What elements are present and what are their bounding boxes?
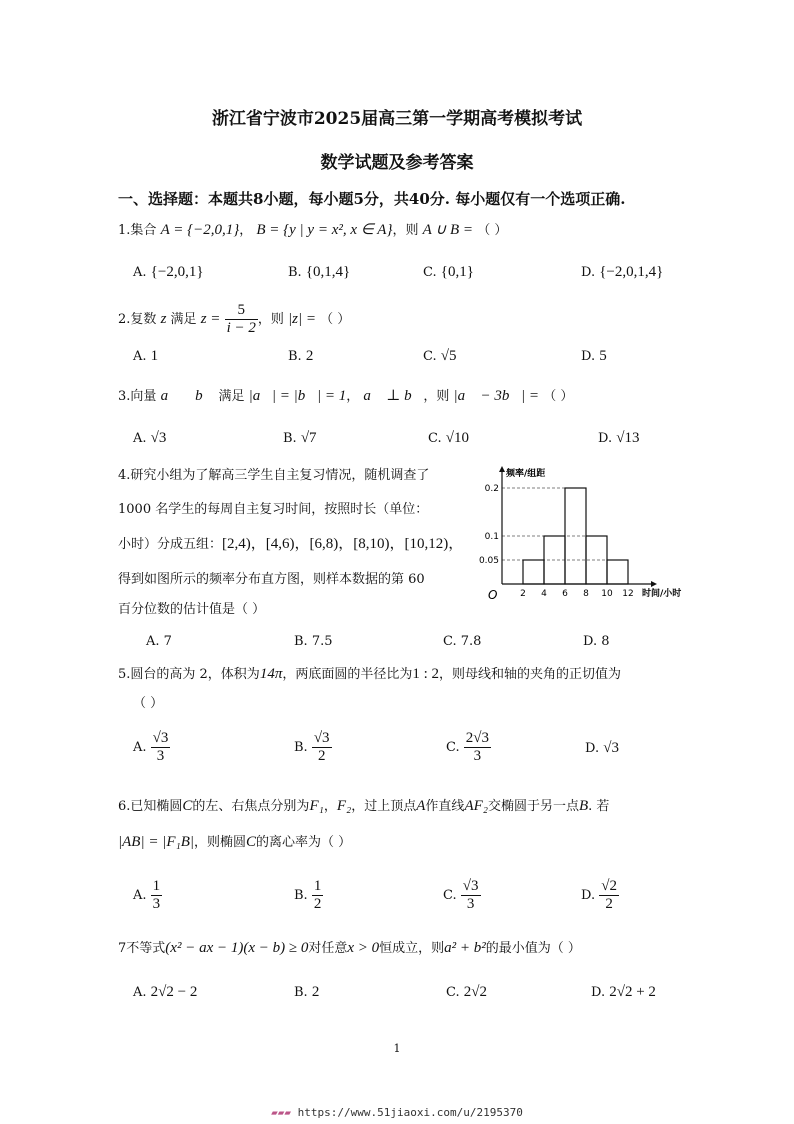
q6-option-a[interactable] <box>133 878 162 913</box>
q2-option-a[interactable] <box>133 348 158 365</box>
q4-line-3-text: 小时）分成五组： <box>118 537 223 552</box>
q2-number: 2. <box>118 312 131 327</box>
q5-option-a[interactable] <box>133 730 170 765</box>
option-fraction <box>312 878 324 913</box>
option-value: √13 <box>616 430 640 446</box>
option-fraction <box>151 730 171 765</box>
option-label: D. <box>581 349 596 364</box>
q6-af2: AF₂ <box>464 798 488 814</box>
option-value: {0,1} <box>440 264 474 280</box>
q5-ratio: 1 : 2 <box>412 666 440 682</box>
q4-line-4: 得到如图所示的频率分布直方图，则样本数据的第 60 <box>118 572 425 587</box>
option-value: 2 <box>305 348 314 364</box>
q2-paren: （ ） <box>320 312 351 327</box>
histogram-y-axis-label: 频率/组距 <box>506 469 546 479</box>
q3-number: 3. <box>118 389 131 404</box>
q1-option-a[interactable] <box>133 264 204 281</box>
option-value: {−2,0,1,4} <box>599 264 664 280</box>
watermark-url[interactable] <box>0 1106 794 1119</box>
q6-a: A <box>416 798 426 814</box>
histogram-y-tick-1: 0.1 <box>484 532 499 542</box>
option-fraction <box>599 878 619 913</box>
q1-paren: （ ） <box>477 223 508 238</box>
q6-b: B <box>579 798 589 814</box>
q4-intervals: [2,4)，[4,6)，[6,8)，[8,10)，[10,12)， <box>222 536 464 552</box>
q6-option-c[interactable] <box>443 878 481 913</box>
option-label: B. <box>294 985 308 1000</box>
option-value: 5 <box>599 348 607 364</box>
option-label: C. <box>443 634 457 649</box>
question-5 <box>118 664 621 685</box>
option-value: 2√2 <box>463 984 487 1000</box>
denominator: 2 <box>605 896 613 912</box>
q4-option-b[interactable] <box>294 634 333 649</box>
q1-sep: ， <box>239 223 253 238</box>
q6-text3: ，过上顶点 <box>351 799 417 814</box>
q5-option-b[interactable] <box>294 730 332 765</box>
option-value: 8 <box>601 634 610 649</box>
histogram-origin-label: O <box>488 588 498 602</box>
option-label: B. <box>294 634 308 649</box>
histogram-x-tick-3: 8 <box>583 589 589 599</box>
denominator: 3 <box>152 896 161 912</box>
q5-option-d[interactable] <box>585 740 619 757</box>
denominator: 3 <box>473 748 482 764</box>
q3-sep: ， <box>346 389 360 404</box>
q3-option-a[interactable] <box>133 430 166 447</box>
q2-fraction <box>225 302 258 337</box>
option-label: B. <box>288 265 302 280</box>
histogram-x-tick-2: 6 <box>562 589 568 599</box>
q3-expr: |a⃗ − 3b⃗| = <box>453 388 540 404</box>
option-label: D. <box>598 431 613 446</box>
histogram-x-axis-label: 时间/小时 <box>642 589 682 599</box>
option-value: √3 <box>150 430 167 446</box>
q2-text: 复数 <box>130 312 157 327</box>
option-value: {−2,0,1} <box>150 264 204 280</box>
frequency-histogram <box>478 462 690 606</box>
q2-abs: |z| = <box>288 311 316 327</box>
option-label: A. <box>133 985 147 1000</box>
histogram-x-tick-5: 12 <box>622 589 634 599</box>
option-label: C. <box>446 985 460 1000</box>
option-label: C. <box>443 888 457 903</box>
question-6-line-2 <box>118 832 351 853</box>
option-label: D. <box>581 265 596 280</box>
q6-text2: 的左、右焦点分别为 <box>192 799 310 814</box>
q1-option-c[interactable] <box>423 264 474 281</box>
histogram-y-tick-2: 0.2 <box>484 484 499 494</box>
q7-option-b[interactable] <box>294 984 319 1001</box>
option-fraction <box>461 878 481 913</box>
q6-text4: 作直线 <box>425 799 465 814</box>
denominator: i − 2 <box>226 320 256 336</box>
question-2 <box>118 302 350 337</box>
histogram-bar-4 <box>607 560 628 584</box>
q7-text2: 对任意 <box>308 941 348 956</box>
histogram-x-tick-0: 2 <box>520 589 526 599</box>
q3-cond2: a⃗ ⊥ b⃗ <box>363 388 424 404</box>
option-label: A. <box>133 349 147 364</box>
q3-option-c[interactable] <box>428 430 469 447</box>
option-label: D. <box>585 741 600 756</box>
q1-number: 1. <box>118 223 131 238</box>
q5-option-c[interactable] <box>446 730 491 765</box>
option-value: √5 <box>440 348 457 364</box>
q7-text1: 不等式 <box>126 941 166 956</box>
q2-text2: 满足 <box>170 312 197 327</box>
q7-text4: 的最小值为（ ） <box>485 941 581 956</box>
page-number: 1 <box>393 1042 401 1055</box>
option-label: A. <box>133 265 147 280</box>
q6-option-b[interactable] <box>294 878 323 913</box>
option-value: {0,1,4} <box>305 264 351 280</box>
watermark-link[interactable]: https://www.51jiaoxi.com/u/2195370 <box>297 1106 523 1119</box>
option-value: 2 <box>311 984 320 1000</box>
option-label: D. <box>583 634 598 649</box>
q2-eq: z = <box>200 311 221 327</box>
option-label: A. <box>146 634 160 649</box>
q3-text2: 满足 <box>218 389 245 404</box>
watermark-logo-icon: ▰▰▰ <box>271 1106 292 1119</box>
q6-comma: ， <box>323 799 337 814</box>
page-title: 浙江省宁波市2025届高三第一学期高考模拟考试 <box>211 109 583 129</box>
q3-cond1: |a⃗| = |b⃗| = 1 <box>248 388 347 404</box>
histogram-x-tick-1: 4 <box>541 589 547 599</box>
q3-then: ，则 <box>423 389 450 404</box>
q7-option-d[interactable] <box>591 984 656 1001</box>
histogram-x-arrow <box>651 581 657 587</box>
q4-line-1: 4.研究小组为了解高三学生自主复习情况，随机调查了 <box>118 468 430 483</box>
numerator: √3 <box>462 878 479 894</box>
option-label: D. <box>581 888 596 903</box>
option-value: 7.8 <box>460 634 482 649</box>
q2-z: z <box>160 311 167 327</box>
numerator: 1 <box>152 878 161 894</box>
q1-option-d[interactable] <box>581 264 663 281</box>
q1-expr: A ∪ B = <box>422 222 474 238</box>
q5-text: 5.圆台的高为 2，体积为 <box>118 667 260 682</box>
option-label: A. <box>133 431 147 446</box>
q6-f1: F₁ <box>309 798 324 814</box>
q6-text1: 6.已知椭圆 <box>118 799 183 814</box>
q7-inequality: (x² − ax − 1)(x − b) ≥ 0 <box>165 940 309 956</box>
option-label: C. <box>423 349 437 364</box>
option-value: √7 <box>300 430 317 446</box>
q3-text: 向量 <box>130 389 157 404</box>
q3-option-b[interactable] <box>283 430 317 447</box>
numerator: 1 <box>313 878 322 894</box>
histogram-y-tick-0: 0.05 <box>478 556 499 566</box>
question-6-line-1 <box>118 796 609 817</box>
page-subtitle: 数学试题及参考答案 <box>320 153 474 173</box>
option-value: √3 <box>603 740 619 756</box>
option-label: D. <box>591 985 606 1000</box>
numerator: √3 <box>152 730 169 746</box>
option-fraction <box>151 878 163 913</box>
q7-text3: 恒成立，则 <box>379 941 445 956</box>
q6-text7: ，则椭圆 <box>193 835 246 850</box>
histogram-bar-0 <box>523 560 544 584</box>
option-value: 2√2 + 2 <box>609 984 656 1000</box>
q6-f2: F₂ <box>336 798 352 814</box>
option-value: 2√2 − 2 <box>150 984 198 1000</box>
q1-option-b[interactable] <box>288 264 350 281</box>
question-1 <box>118 220 507 241</box>
q5-volume: 14π <box>259 666 283 682</box>
denominator: 2 <box>313 896 322 912</box>
option-label: B. <box>283 431 297 446</box>
q4-line-3 <box>118 534 463 555</box>
option-label: C. <box>446 740 460 755</box>
q4-line-5: 百分位数的估计值是（ ） <box>118 602 266 617</box>
q6-ellipse-c-2: C <box>246 834 257 850</box>
q4-option-c[interactable] <box>443 634 481 649</box>
q5-text2: ，两底面圆的半径比为 <box>282 667 413 682</box>
option-label: A. <box>133 740 147 755</box>
option-fraction <box>312 730 332 765</box>
option-label: B. <box>294 740 308 755</box>
q4-option-a[interactable] <box>146 634 172 649</box>
option-label: C. <box>428 431 442 446</box>
question-3 <box>118 386 573 407</box>
q1-set-b: B = {y | y = x², x ∈ A} <box>256 222 393 238</box>
denominator: 3 <box>466 896 475 912</box>
option-value: 7.5 <box>311 634 333 649</box>
option-value: √10 <box>445 430 469 446</box>
q7-option-c[interactable] <box>446 984 487 1001</box>
histogram-x-tick-4: 10 <box>601 589 613 599</box>
option-label: A. <box>133 888 147 903</box>
q1-set-a: A = {−2,0,1} <box>160 222 240 238</box>
numerator: 2√3 <box>465 730 489 746</box>
q6-condition: |AB| = |F₁B| <box>118 834 194 850</box>
q7-option-a[interactable] <box>133 984 197 1001</box>
q6-text5: 交椭圆于另一点 <box>487 799 579 814</box>
q7-expr: a² + b² <box>444 940 486 956</box>
q7-condition: x > 0 <box>347 940 380 956</box>
q6-ellipse-c: C <box>182 798 193 814</box>
q2-option-c[interactable] <box>423 348 457 365</box>
numerator: 5 <box>225 302 258 320</box>
q4-line-2: 1000 名学生的每周自主复习时间，按照时长（单位： <box>118 502 429 517</box>
q2-option-d[interactable] <box>581 348 607 365</box>
q2-then: ，则 <box>257 312 284 327</box>
q1-then: ，则 <box>392 223 419 238</box>
q3-paren: （ ） <box>543 389 574 404</box>
denominator: 2 <box>317 748 326 764</box>
q6-option-d[interactable] <box>581 878 619 913</box>
option-value: 7 <box>163 634 172 649</box>
q5-paren: （ ） <box>133 696 164 711</box>
q4-option-d[interactable] <box>583 634 610 649</box>
q3-option-d[interactable] <box>598 430 639 447</box>
q6-text6: . 若 <box>588 799 610 814</box>
option-label: C. <box>423 265 437 280</box>
option-fraction <box>464 730 491 765</box>
q7-number: 7 <box>118 941 127 956</box>
option-label: B. <box>294 888 308 903</box>
q1-text: 集合 <box>130 223 157 238</box>
section-heading: 一、选择题：本题共8小题，每小题5分，共40分. 每小题仅有一个选项正确. <box>118 190 626 208</box>
question-7 <box>118 938 581 959</box>
numerator: √3 <box>313 730 330 746</box>
numerator: √2 <box>601 878 617 894</box>
option-value: 1 <box>150 348 159 364</box>
option-label: B. <box>288 349 302 364</box>
denominator: 3 <box>156 748 165 764</box>
q2-option-b[interactable] <box>288 348 313 365</box>
histogram-y-arrow <box>499 466 505 472</box>
q3-vectors: a⃗ ，b⃗ <box>160 388 215 404</box>
q5-text3: ，则母线和轴的夹角的正切值为 <box>439 667 622 682</box>
q6-text8: 的离心率为（ ） <box>256 835 352 850</box>
